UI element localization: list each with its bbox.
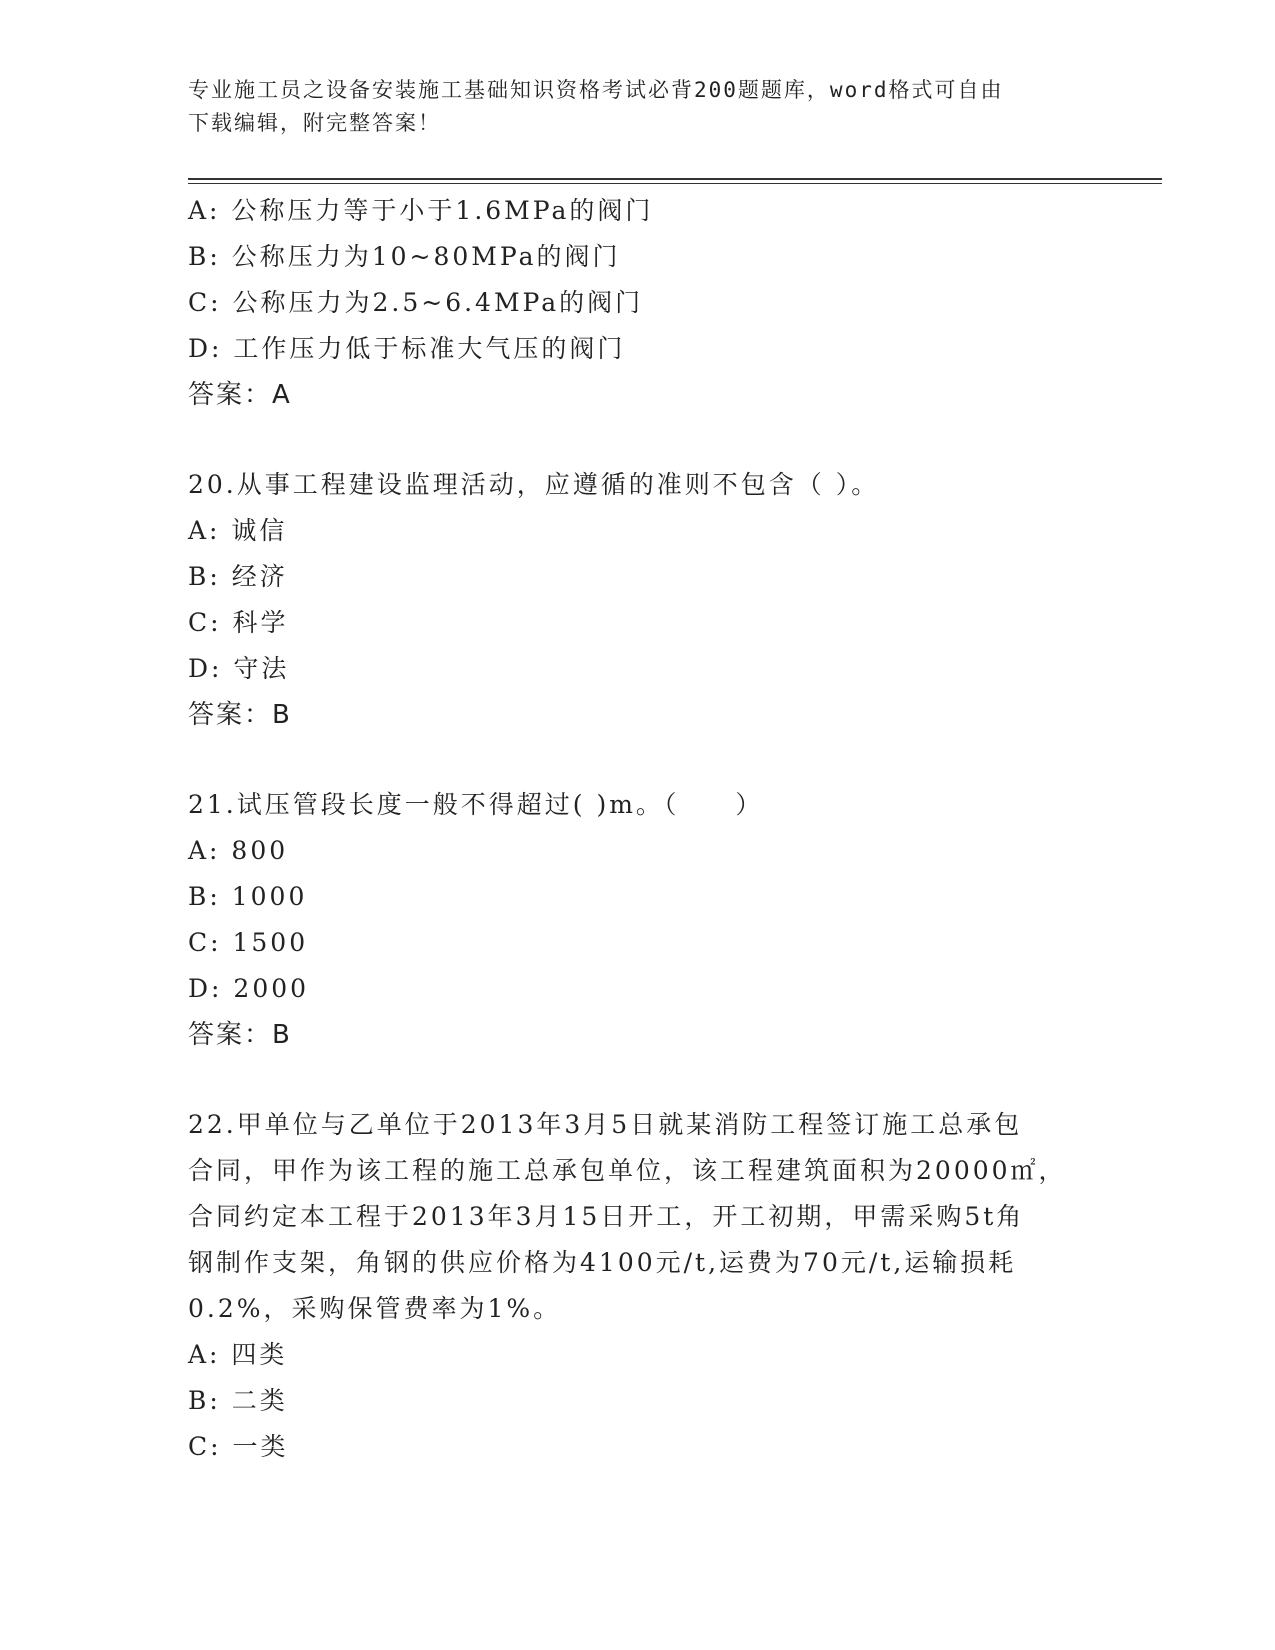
question-22 [188,1102,1088,1470]
option-c: C: 科学 [188,608,289,637]
header-divider-thin [188,183,1162,184]
option-c: C: 公称压力为2.5~6.4MPa的阀门 [188,288,644,317]
option-d: D: 工作压力低于标准大气压的阀门 [188,334,626,363]
option-b: B: 公称压力为10~80MPa的阀门 [188,242,621,271]
option-a: A: 诚信 [188,516,288,545]
question-text: 21.试压管段长度一般不得超过( )m。（ ） [188,790,764,819]
question-text-line-2: 合同，甲作为该工程的施工总承包单位，该工程建筑面积为20000㎡， [188,1156,1067,1185]
header-line-1: 专业施工员之设备安装施工基础知识资格考试必背200题题库，word格式可自由 [188,78,1004,102]
option-c: C: 一类 [188,1432,289,1461]
answer: 答案：A [188,380,292,410]
option-a: A: 公称压力等于小于1.6MPa的阀门 [188,196,654,225]
question-19 [188,188,1088,418]
header-line-2: 下载编辑，附完整答案！ [188,111,441,135]
document-header [188,74,1088,140]
option-c: C: 1500 [188,928,309,957]
answer: 答案：B [188,1020,292,1050]
option-a: A: 800 [188,836,289,865]
question-text-line-3: 合同约定本工程于2013年3月15日开工，开工初期，甲需采购5t角 [188,1202,1025,1231]
question-text-line-5: 0.2%，采购保管费率为1%。 [188,1294,562,1323]
option-b: B: 1000 [188,882,308,911]
option-d: D: 守法 [188,654,290,683]
answer: 答案：B [188,700,292,730]
question-text-line-1: 22.甲单位与乙单位于2013年3月5日就某消防工程签订施工总承包 [188,1110,1023,1139]
question-21 [188,782,1088,1058]
option-b: B: 经济 [188,562,288,591]
document-body [188,188,1088,1470]
option-a: A: 四类 [188,1340,288,1369]
header-divider [188,178,1162,180]
question-text: 20.从事工程建设监理活动，应遵循的准则不包含（ ）。 [188,470,880,499]
option-d: D: 2000 [188,974,310,1003]
question-text-line-4: 钢制作支架，角钢的供应价格为4100元/t,运费为70元/t,运输损耗 [188,1248,1017,1277]
question-20 [188,462,1088,738]
option-b: B: 二类 [188,1386,288,1415]
